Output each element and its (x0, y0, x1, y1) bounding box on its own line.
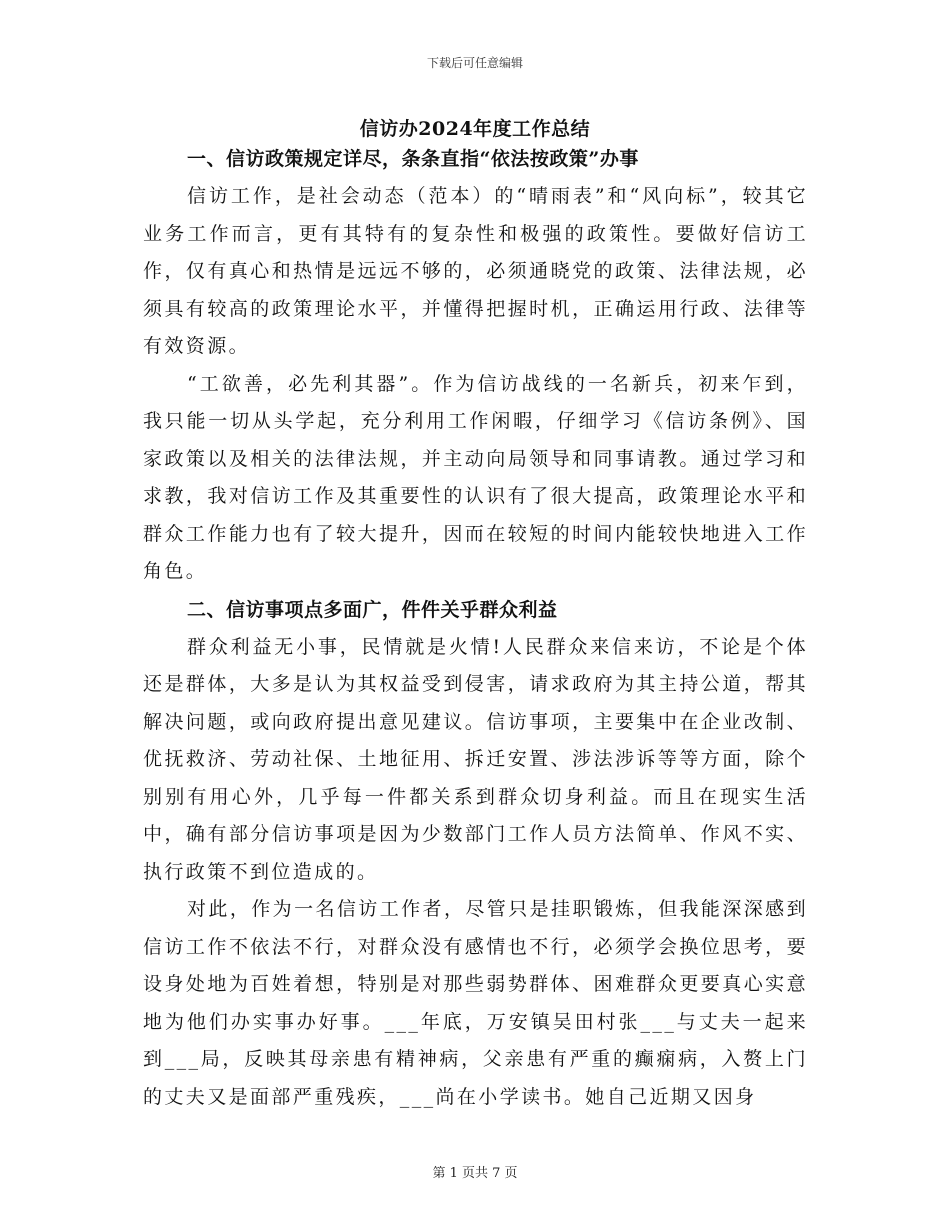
section-heading-2: 二、信访事项点多面广，件件关乎群众利益 (187, 598, 558, 621)
section-heading-1: 一、信访政策规定详尽，条条直指“依法按政策”办事 (187, 148, 639, 170)
page-number-footer: 第 1 页共 7 页 (432, 1166, 518, 1181)
document-title: 信访办2024年度工作总结 (359, 118, 591, 140)
paragraph-2-1: 群众利益无小事，民情就是火情!人民群众来信来访，不论是个体还是群体，大多是认为其权益受到侵害，请求政府为其主持公道，帮其解决问题，或向政府提出意见建议。信访事项，主要集中在企业改制、优抚救济、劳动社保、土地征用、拆迁安置、涉法涉诉等等方面，除个别别有用心外，几乎每一件都关系到群众切身利益。而且在现实生活中，确有部分信访事项是因为少数部门工作人员方法简单、作风不实、执行政策不到位造成的。 (143, 635, 808, 883)
paragraph-1-2: “工欲善，必先利其器”。作为信访战线的一名新兵，初来乍到，我只能一切从头学起，充分利用工作闲暇，仔细学习《信访条例》、国家政策以及相关的法律法规，并主动向局领导和同事请教。通过学习和求教，我对信访工作及其重要性的认识有了很大提高，政策理论水平和群众工作能力也有了较大提升，因而在较短的时间内能较快地进入工作角色。 (143, 372, 808, 582)
paragraph-1-1: 信访工作，是社会动态（范本）的“晴雨表”和“风向标”，较其它业务工作而言，更有其特有的复杂性和极强的政策性。要做好信访工作，仅有真心和热情是远远不够的，必须通晓党的政策、法律法规，必须具有较高的政策理论水平，并懂得把握时机，正确运用行政、法律等有效资源。 (143, 185, 808, 357)
document-body (143, 140, 808, 1116)
page-header-note: 下载后可任意编辑 (426, 56, 523, 70)
paragraph-2-2: 对此，作为一名信访工作者，尽管只是挂职锻炼，但我能深深感到信访工作不依法不行，对群众没有感情也不行，必须学会换位思考，要设身处地为百姓着想，特别是对那些弱势群体、困难群众更要真心实意地为他们办实事办好事。___年底，万安镇吴田村张___与丈夫一起来到___局，反映其母亲患有精神病，父亲患有严重的癫痫病，入赘上门的丈夫又是面部严重残疾，___尚在小学读书。她自己近期又因身 (143, 898, 808, 1108)
